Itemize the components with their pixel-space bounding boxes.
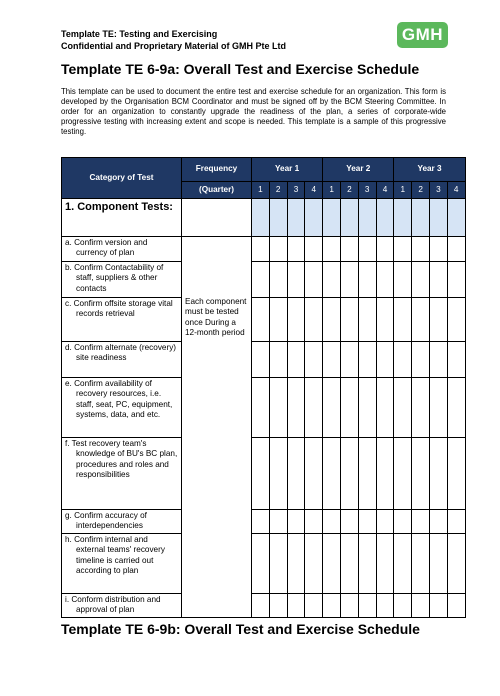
quarter-number: 4 [376,182,394,199]
category-label: i. Conform distribution and approval of plan [65,595,161,615]
table-row [62,262,466,298]
schedule-cell[interactable] [430,438,448,510]
schedule-cell[interactable] [341,378,359,438]
document-header-line1: Template TE: Testing and Exercising [61,29,218,39]
schedule-cell[interactable] [252,510,270,534]
schedule-cell[interactable] [252,262,270,298]
schedule-cell[interactable] [252,237,270,262]
schedule-cell[interactable] [394,378,412,438]
schedule-cell[interactable] [394,594,412,618]
frequency-text: Each component must be tested once During a 12-month period [185,297,247,338]
schedule-cell[interactable] [430,199,448,237]
schedule-cell[interactable] [269,298,287,342]
document-header-line2: Confidential and Proprietary Material of GMH Pte Ltd [61,41,287,51]
table-row [62,342,466,378]
schedule-cell[interactable] [358,510,376,534]
schedule-cell[interactable] [287,342,305,378]
schedule-cell[interactable] [287,510,305,534]
table-row [62,237,466,262]
schedule-cell[interactable] [447,534,465,594]
schedule-cell[interactable] [269,262,287,298]
schedule-cell[interactable] [447,237,465,262]
schedule-cell[interactable] [358,298,376,342]
schedule-cell[interactable] [358,438,376,510]
quarter-number: 4 [447,182,465,199]
schedule-cell[interactable] [412,262,430,298]
schedule-cell[interactable] [394,510,412,534]
schedule-cell[interactable] [305,378,323,438]
schedule-cell[interactable] [376,510,394,534]
schedule-cell[interactable] [305,262,323,298]
schedule-cell[interactable] [305,199,323,237]
schedule-cell[interactable] [447,594,465,618]
schedule-cell[interactable] [358,237,376,262]
schedule-cell[interactable] [341,262,359,298]
schedule-cell[interactable] [412,510,430,534]
quarter-number: 2 [412,182,430,199]
schedule-cell[interactable] [430,237,448,262]
category-label: d. Confirm alternate (recovery) site readiness [65,343,177,363]
schedule-table [61,157,466,618]
schedule-cell[interactable] [376,298,394,342]
schedule-cell[interactable] [323,199,341,237]
quarter-number: 3 [287,182,305,199]
schedule-cell[interactable] [252,342,270,378]
schedule-cell[interactable] [323,438,341,510]
schedule-cell[interactable] [252,594,270,618]
schedule-cell[interactable] [358,378,376,438]
table-row [62,534,466,594]
quarter-number: 1 [394,182,412,199]
quarter-number: 2 [269,182,287,199]
quarter-number: 3 [358,182,376,199]
schedule-cell[interactable] [430,510,448,534]
schedule-cell[interactable] [447,378,465,438]
frequency-cell-blank [182,199,252,237]
category-cell [62,342,182,378]
schedule-cell[interactable] [358,199,376,237]
quarter-number: 1 [252,182,270,199]
schedule-cell[interactable] [394,262,412,298]
schedule-cell[interactable] [287,534,305,594]
schedule-cell[interactable] [430,534,448,594]
category-label: c. Confirm offsite storage vital records retrieval [65,299,173,319]
schedule-cell[interactable] [305,438,323,510]
schedule-cell[interactable] [341,534,359,594]
page-title: Template TE 6-9a: Overall Test and Exercise Schedule [61,61,420,77]
schedule-cell[interactable] [323,237,341,262]
schedule-cell[interactable] [412,342,430,378]
schedule-cell[interactable] [394,534,412,594]
schedule-cell[interactable] [412,298,430,342]
schedule-cell[interactable] [412,378,430,438]
schedule-cell[interactable] [430,594,448,618]
category-cell [62,534,182,594]
schedule-cell[interactable] [341,510,359,534]
next-section-title: Template TE 6-9b: Overall Test and Exercise Schedule [61,621,420,637]
schedule-cell[interactable] [430,298,448,342]
schedule-cell[interactable] [287,199,305,237]
year-header: Year 2 [323,158,394,182]
schedule-cell[interactable] [341,199,359,237]
schedule-cell[interactable] [305,237,323,262]
schedule-cell[interactable] [447,262,465,298]
quarter-header: (Quarter) [182,182,252,199]
schedule-cell[interactable] [305,594,323,618]
schedule-cell[interactable] [341,438,359,510]
schedule-cell[interactable] [394,438,412,510]
quarter-number: 1 [323,182,341,199]
schedule-cell[interactable] [358,534,376,594]
schedule-cell[interactable] [394,199,412,237]
category-cell [62,262,182,298]
schedule-cell[interactable] [341,594,359,618]
schedule-cell[interactable] [323,594,341,618]
schedule-cell[interactable] [287,594,305,618]
schedule-cell[interactable] [269,534,287,594]
schedule-cell[interactable] [341,298,359,342]
category-cell [62,237,182,262]
category-label: a. Confirm version and currency of plan [65,238,148,258]
category-label: e. Confirm availability of recovery resources, i.e. staff, seat, PC, equipment, systems, data, and etc. [65,379,173,420]
category-cell [62,594,182,618]
schedule-cell[interactable] [358,262,376,298]
schedule-cell[interactable] [252,438,270,510]
schedule-cell[interactable] [394,298,412,342]
category-cell [62,378,182,438]
schedule-cell[interactable] [323,298,341,342]
category-label: g. Confirm accuracy of interdependencies [65,511,147,531]
schedule-cell[interactable] [394,237,412,262]
schedule-cell[interactable] [412,199,430,237]
schedule-cell[interactable] [376,594,394,618]
frequency-cell [182,237,252,618]
schedule-cell[interactable] [305,342,323,378]
category-cell [62,510,182,534]
table-row [62,438,466,510]
schedule-cell[interactable] [430,378,448,438]
schedule-cell[interactable] [269,342,287,378]
schedule-cell[interactable] [412,594,430,618]
schedule-cell[interactable] [412,438,430,510]
category-cell [62,438,182,510]
schedule-cell[interactable] [376,378,394,438]
schedule-cell[interactable] [323,262,341,298]
schedule-cell[interactable] [447,199,465,237]
category-label: b. Confirm Contactability of staff, suppliers & other contacts [65,263,164,293]
table-row [62,378,466,438]
table-row [62,298,466,342]
schedule-cell[interactable] [430,342,448,378]
schedule-cell[interactable] [269,199,287,237]
schedule-cell[interactable] [358,594,376,618]
schedule-cell[interactable] [376,534,394,594]
table-row [62,594,466,618]
schedule-cell[interactable] [376,342,394,378]
schedule-cell[interactable] [287,298,305,342]
category-cell [62,298,182,342]
quarter-number: 4 [305,182,323,199]
frequency-header: Frequency [182,158,252,182]
schedule-cell[interactable] [323,378,341,438]
schedule-cell[interactable] [305,298,323,342]
schedule-cell[interactable] [430,262,448,298]
gmh-logo: GMH [397,22,448,48]
schedule-cell[interactable] [358,342,376,378]
quarter-number: 3 [430,182,448,199]
year-header: Year 1 [252,158,323,182]
schedule-cell[interactable] [447,342,465,378]
schedule-cell[interactable] [323,342,341,378]
schedule-cell[interactable] [447,298,465,342]
category-label: h. Confirm internal and external teams' recovery timeline is carried out according to plan [65,535,165,576]
schedule-cell[interactable] [341,342,359,378]
schedule-cell[interactable] [305,534,323,594]
schedule-cell[interactable] [447,438,465,510]
schedule-cell[interactable] [447,510,465,534]
schedule-cell[interactable] [287,378,305,438]
schedule-cell[interactable] [269,594,287,618]
schedule-cell[interactable] [376,438,394,510]
schedule-cell[interactable] [376,262,394,298]
schedule-cell[interactable] [252,298,270,342]
schedule-cell[interactable] [323,534,341,594]
schedule-cell[interactable] [394,342,412,378]
schedule-cell[interactable] [269,378,287,438]
schedule-cell[interactable] [287,262,305,298]
section-heading: 1. Component Tests: [62,199,182,237]
intro-paragraph: This template can be used to document the entire test and exercise schedule for an organization. This form is developed by the Organisation BCM Coordinator and must be signed off by the BCM Steering Committee. In order for an organization to constantly upgrade the readiness of the plan, a series of corporate-wide progressive testing with increasing extent and scope is needed. This template is a sample of this progressive testing. [61,87,446,136]
schedule-cell[interactable] [305,510,323,534]
year-header: Year 3 [394,158,465,182]
schedule-cell[interactable] [252,378,270,438]
schedule-cell[interactable] [252,199,270,237]
schedule-cell[interactable] [323,510,341,534]
schedule-cell[interactable] [287,438,305,510]
schedule-cell[interactable] [269,438,287,510]
schedule-cell[interactable] [269,237,287,262]
table-row [62,510,466,534]
schedule-cell[interactable] [269,510,287,534]
quarter-number: 2 [341,182,359,199]
schedule-cell[interactable] [376,237,394,262]
schedule-cell[interactable] [412,534,430,594]
schedule-cell[interactable] [252,534,270,594]
schedule-cell[interactable] [341,237,359,262]
category-label: f. Test recovery team's knowledge of BU's BC plan, procedures and roles and responsibilities [65,439,178,480]
category-header: Category of Test [62,158,182,199]
schedule-cell[interactable] [376,199,394,237]
schedule-cell[interactable] [412,237,430,262]
schedule-cell[interactable] [287,237,305,262]
